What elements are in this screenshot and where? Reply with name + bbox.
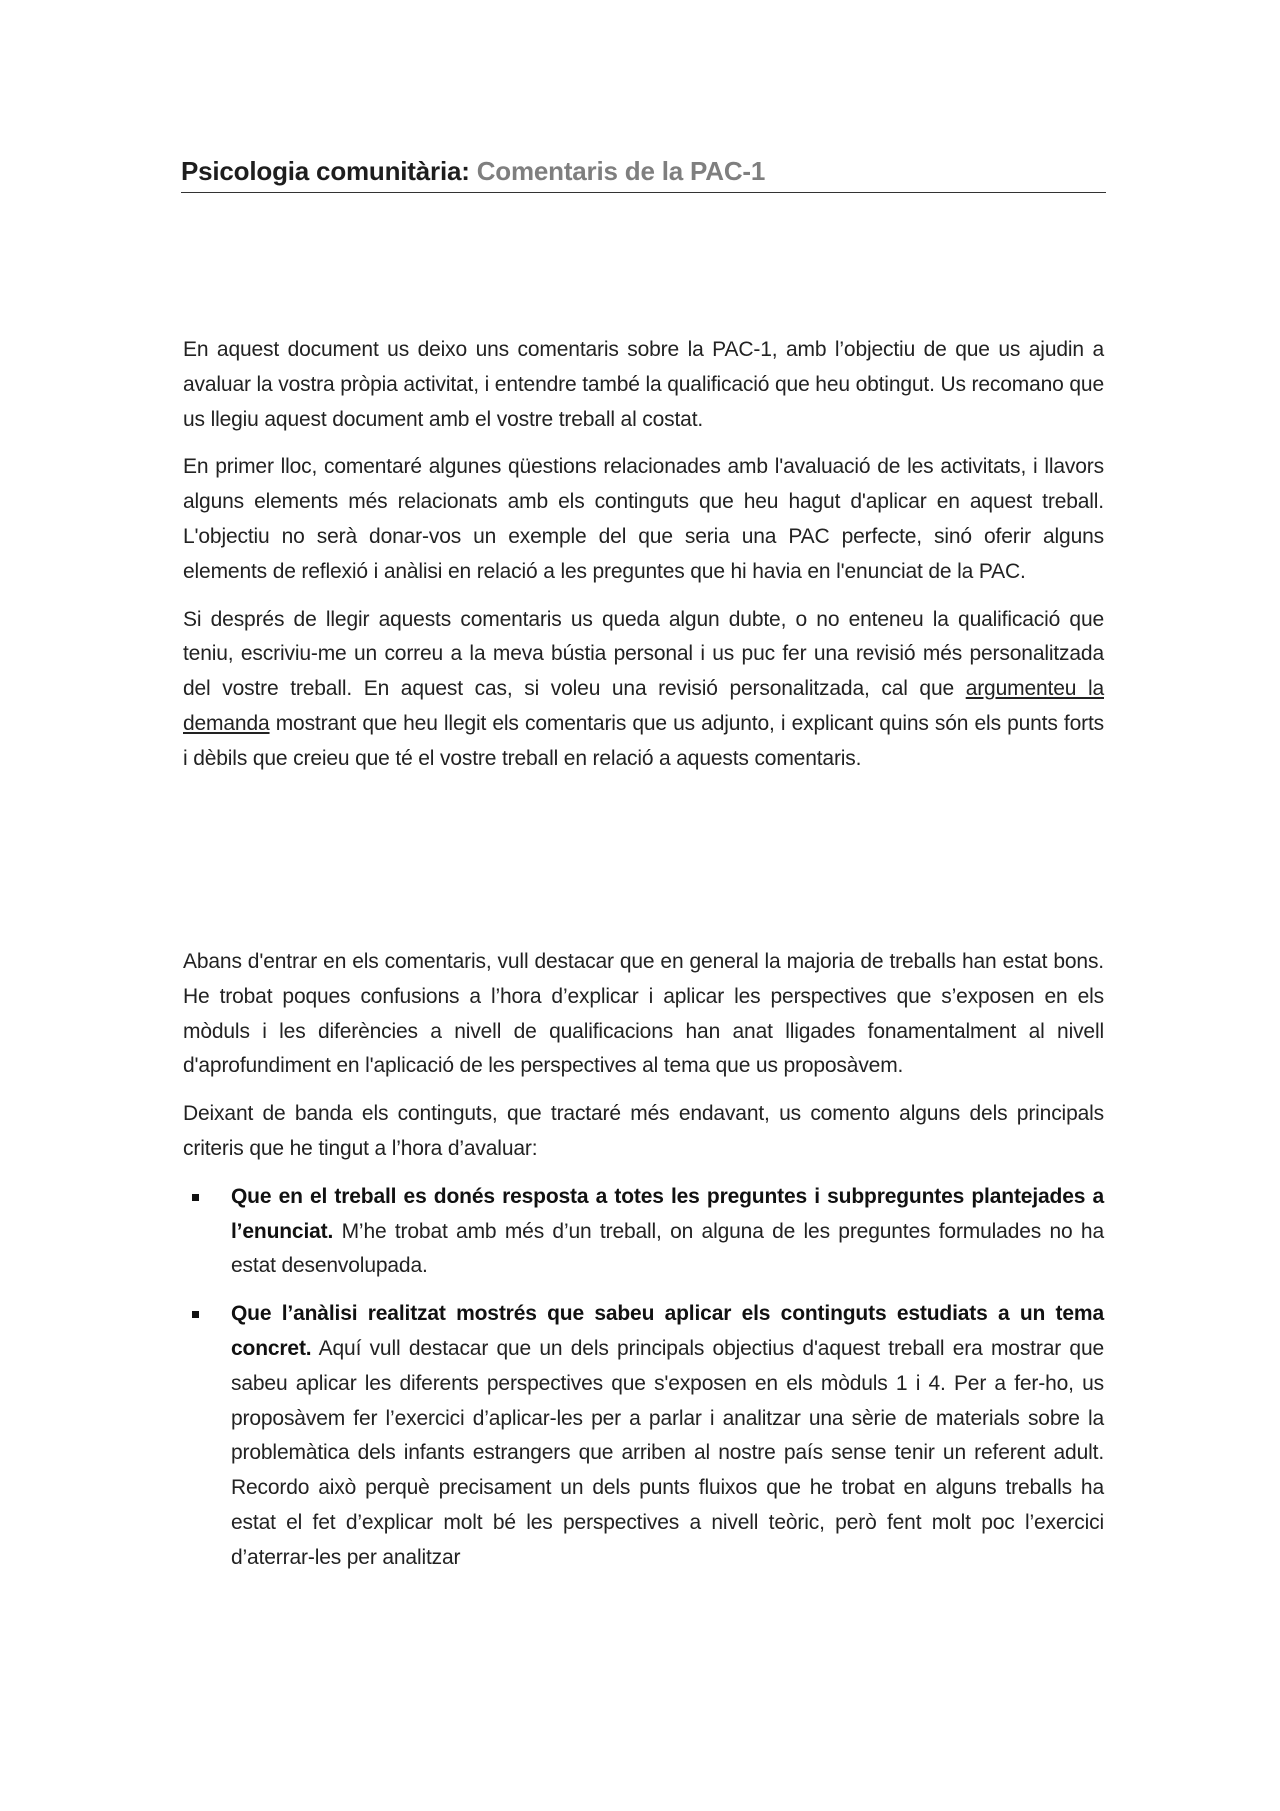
square-bullet-icon [192,1194,199,1201]
argumenteu-la-demanda-emphasis: argumenteu la demanda [183,677,1104,735]
general-comments-section [183,945,1104,1576]
criteria-item [183,1297,1104,1575]
intro-paragraph-3 [183,603,1104,777]
general-paragraph-2: Deixant de banda els continguts, que tractaré més endavant, us comento alguns dels principals criteris que he tingut a l’hora d’avaluar: [183,1102,1104,1160]
page-header [181,156,1106,193]
intro-section [183,333,1104,777]
document-title: Comentaris de la PAC-1 [476,156,766,186]
course-title: Psicologia comunitària: [181,156,470,186]
intro-paragraph-3-start: Si després de llegir aquests comentaris us queda algun dubte, o no enteneu la qualificació que teniu, escriviu-me un correu a la meva bústia personal i us puc fer una revisió més personalitzada del vostre treball. En aquest cas, si voleu una revisió personalitzada, cal que [183,607,1104,701]
general-paragraph-1: Abans d'entrar en els comentaris, vull destacar que en general la majoria de treballs han estat bons. He trobat poques confusions a l’hora d’explicar i aplicar les perspectives que s’exposen en els mòduls i les diferències a nivell de qualificacions han anat lligades fonamentalment al nivell d'aprofundiment en l'aplicació de les perspectives al tema que us proposàvem. [183,950,1104,1078]
intro-paragraph-1: En aquest document us deixo uns comentaris sobre la PAC-1, amb l’objectiu de que us ajudin a avaluar la vostra pròpia activitat, i entendre també la qualificació que heu obtingut. Us recomano que us llegiu aquest document amb el vostre treball al costat. [183,338,1104,431]
criteria-text: Aquí vull destacar que un dels principals objectius d'aquest treball era mostrar que sabeu aplicar les diferents perspectives que s'exposen en els mòduls 1 i 4. Per a fer-ho, us proposàvem fer l’exercici d’aplicar-les per a parlar i analitzar una sèrie de materials sobre la problemàtica dels infants estrangers que arriben al nostre país sense tenir un referent adult. Recordo això perquè precisament un dels punts fluixos que he trobat en alguns treballs ha estat el fet d’explicar molt bé les perspectives a nivell teòric, però fent molt poc l’exercici d’aterrar-les per analitzar [231,1336,1104,1569]
criteria-list [183,1180,1104,1576]
criteria-text: M’he trobat amb més d’un treball, on alguna de les preguntes formulades no ha estat desenvolupada. [231,1219,1104,1278]
intro-paragraph-2: En primer lloc, comentaré algunes qüestions relacionades amb l'avaluació de les activitats, i llavors alguns elements més relacionats amb els continguts que heu hagut d'aplicar en aquest treball. L'objectiu no serà donar-vos un exemple del que seria una PAC perfecte, sinó oferir alguns elements de reflexió i anàlisi en relació a les preguntes que hi havia en l'enunciat de la PAC. [183,455,1104,583]
criteria-heading: Que l’anàlisi realitzat mostrés que sabeu aplicar els continguts estudiats a un tema concret. [231,1302,1104,1360]
intro-paragraph-3-end: mostrant que heu llegit els comentaris que us adjunto, i explicant quins són els punts forts i dèbils que creieu que té el vostre treball en relació a aquests comentaris. [183,711,1104,770]
square-bullet-icon [192,1311,199,1318]
criteria-heading: Que en el treball es donés resposta a totes les preguntes i subpreguntes plantejades a l’enunciat. [231,1184,1104,1243]
criteria-item [183,1180,1104,1284]
